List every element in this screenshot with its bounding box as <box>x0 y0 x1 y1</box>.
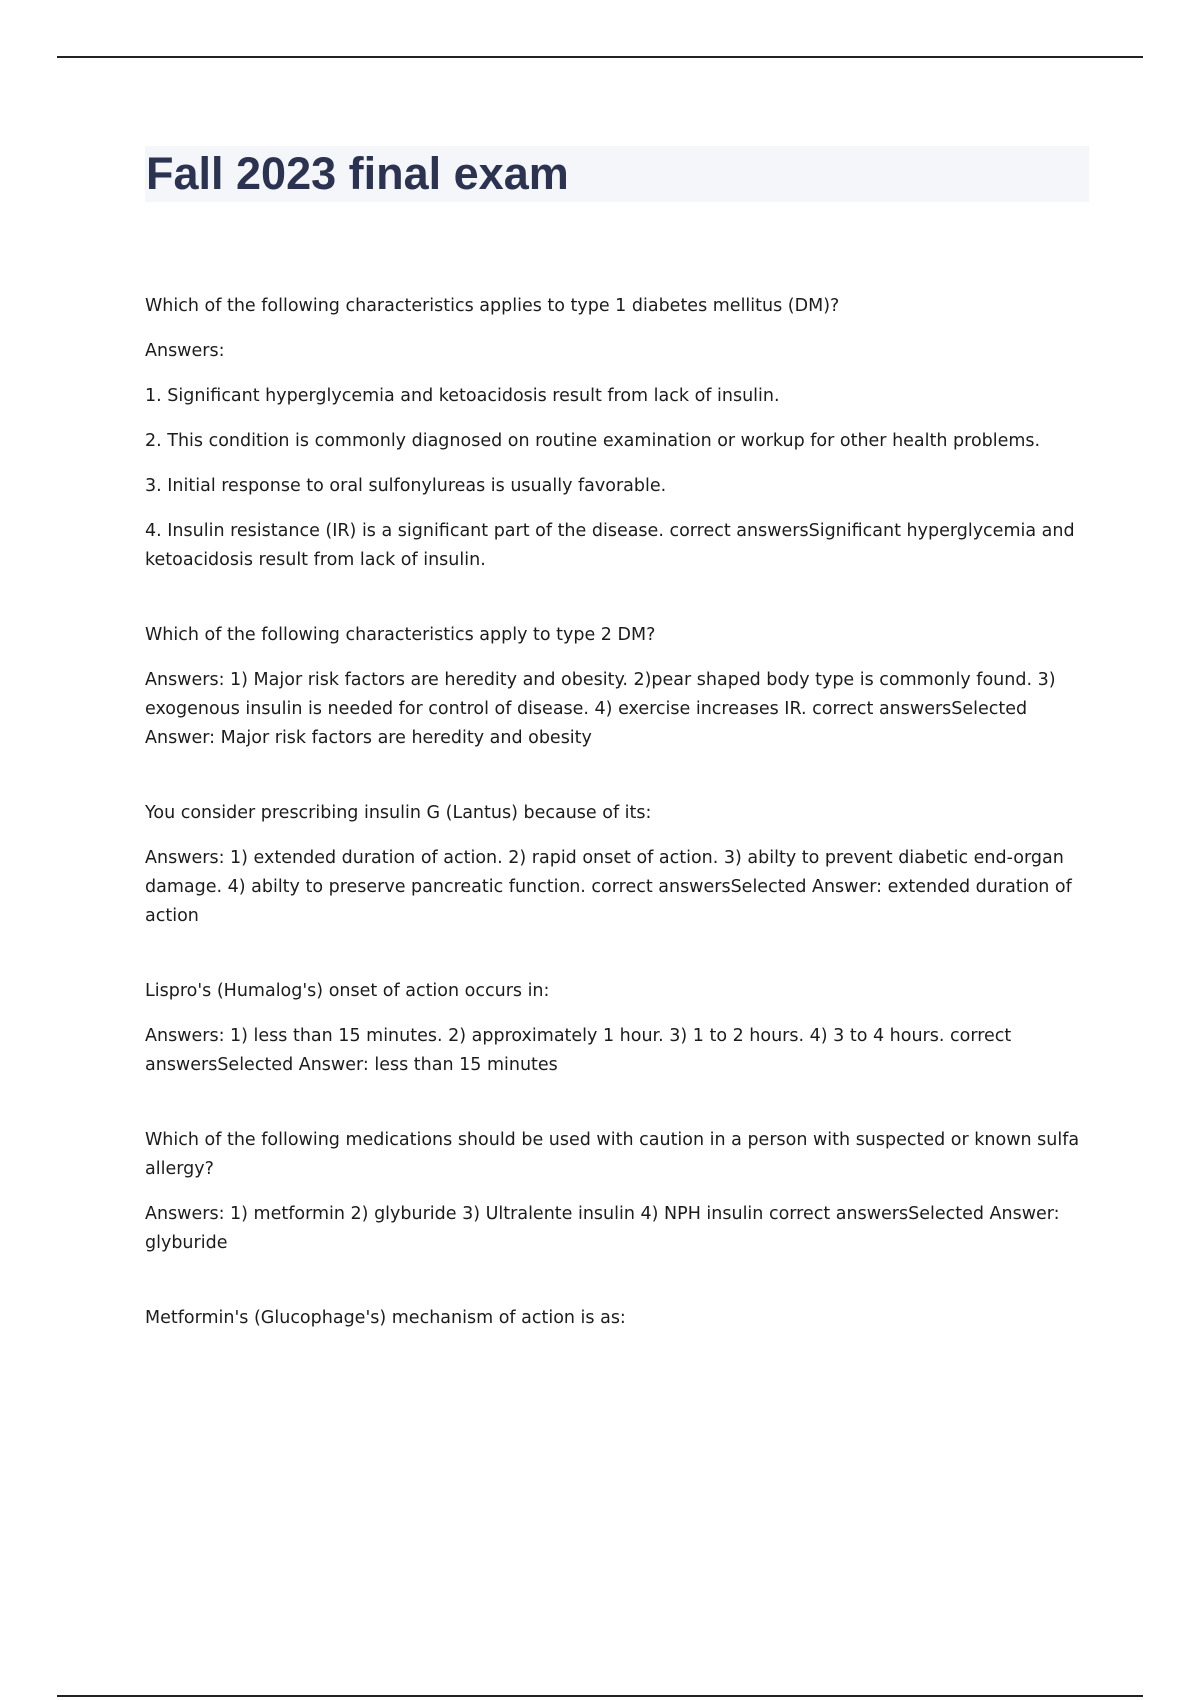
question-1-text: Which of the following characteristics applies to type 1 diabetes mellitus (DM)? <box>145 296 840 316</box>
question-6-text: Metformin's (Glucophage's) mechanism of action is as: <box>145 1308 626 1328</box>
question-2-answer: Answers: 1) Major risk factors are heredity and obesity. 2)pear shaped body type is commonly found. 3) exogenous insulin is needed for control of disease. 4) exercise increases IR. correct answersSelected Answer: Major risk factors are heredity and obesity <box>145 670 1056 748</box>
question-4-answer: Answers: 1) less than 15 minutes. 2) approximately 1 hour. 3) 1 to 2 hours. 4) 3 to 4 hours. correct answersSelected Answer: less than 15 minutes <box>145 1026 1012 1075</box>
question-5-answer: Answers: 1) metformin 2) glyburide 3) Ultralente insulin 4) NPH insulin correct answersSelected Answer: glyburide <box>145 1204 1060 1253</box>
document-title: Fall 2023 final exam <box>146 148 569 199</box>
question-6 <box>145 1304 1090 1333</box>
question-1 <box>145 292 1090 575</box>
question-2-text: Which of the following characteristics apply to type 2 DM? <box>145 625 656 645</box>
question-1-answers-label: Answers: <box>145 341 225 361</box>
question-3-answer: Answers: 1) extended duration of action. 2) rapid onset of action. 3) abilty to prevent diabetic end-organ damage. 4) abilty to preserve pancreatic function. correct answersSelected Answer: extended duration of action <box>145 848 1072 926</box>
document-body <box>145 292 1090 1349</box>
question-5 <box>145 1126 1090 1258</box>
question-5-text: Which of the following medications should be used with caution in a person with suspected or known sulfa allergy? <box>145 1130 1080 1179</box>
question-1-option-1: 1. Significant hyperglycemia and ketoacidosis result from lack of insulin. <box>145 386 780 406</box>
question-1-option-4: 4. Insulin resistance (IR) is a significant part of the disease. correct answersSignificant hyperglycemia and ketoacidosis result from lack of insulin. <box>145 521 1075 570</box>
question-3 <box>145 799 1090 931</box>
question-4-text: Lispro's (Humalog's) onset of action occurs in: <box>145 981 550 1001</box>
question-4 <box>145 977 1090 1080</box>
question-3-text: You consider prescribing insulin G (Lantus) because of its: <box>145 803 652 823</box>
question-2 <box>145 621 1090 753</box>
top-rule <box>57 56 1143 58</box>
question-1-option-3: 3. Initial response to oral sulfonylureas is usually favorable. <box>145 476 667 496</box>
bottom-rule <box>57 1695 1143 1697</box>
question-1-option-2: 2. This condition is commonly diagnosed on routine examination or workup for other health problems. <box>145 431 1041 451</box>
